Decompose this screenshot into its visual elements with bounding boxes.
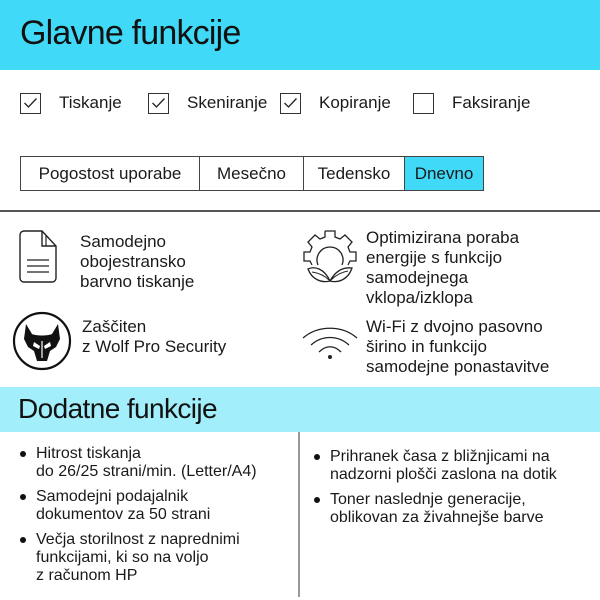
function-scanning [148,88,267,118]
feature-text [82,317,226,371]
list-item-line: z računom HP [36,567,138,584]
list-item-line: Samodejni podajalnik [36,488,189,505]
feature-line: Zaščiten [82,317,147,336]
function-label: Tiskanje [59,93,122,112]
checkbox-faxing [413,93,434,114]
list-item [18,531,293,585]
usage-frequency-label: Pogostost uporabe [21,157,200,190]
function-printing [20,88,122,118]
feature-energy-optimization [302,228,519,308]
document-icon [18,230,58,285]
usage-frequency-table [20,156,484,191]
wolf-security-icon [12,311,72,371]
feature-line: energije s funkcijo [366,248,503,267]
feature-text [366,317,549,377]
wifi-icon [300,321,360,361]
list-item-line: Večja storilnost z naprednimi [36,531,240,548]
column-divider [298,432,300,597]
section-divider [0,210,600,212]
frequency-weekly: Tedensko [304,157,405,190]
additional-features-title: Dodatne funkcije [18,393,217,424]
list-item [312,491,597,527]
function-label: Skeniranje [187,93,268,112]
feature-text [80,232,194,292]
list-item-line: funkcijami, ki so na voljo [36,549,209,566]
feature-line: z Wolf Pro Security [82,337,227,356]
checkbox-copying [280,93,301,114]
function-faxing [413,88,530,118]
frequency-daily-selected: Dnevno [405,157,483,190]
checkmark-icon [151,97,166,109]
list-item [312,448,597,484]
list-item [18,445,293,481]
feature-line: barvno tiskanje [80,272,195,291]
feature-line: samodejnega [366,268,469,287]
checkmark-icon [23,97,38,109]
feature-wolf-security [12,311,226,371]
checkmark-icon [283,97,298,109]
main-features-header [0,0,600,70]
function-checklist [0,88,600,118]
list-item-line: Prihranek časa z bližnjicami na [330,448,550,465]
feature-line: vklopa/izklopa [366,288,473,307]
feature-line: Wi-Fi z dvojno pasovno [366,317,543,336]
feature-line: samodejne ponastavitve [366,357,550,376]
function-copying [280,88,391,118]
feature-line: Optimizirana poraba [366,228,520,247]
additional-features-header [0,387,600,432]
list-item-line: oblikovan za živahnejše barve [330,509,544,526]
feature-line: Samodejno [80,232,167,251]
eco-gear-icon [302,228,358,284]
feature-duplex-printing [18,228,194,292]
main-features-title: Glavne funkcije [20,14,241,52]
list-item-line: Hitrost tiskanja [36,445,141,462]
feature-text [366,228,519,308]
list-item-line: do 26/25 strani/min. (Letter/A4) [36,463,257,480]
list-item-line: nadzorni plošči zaslona na dotik [330,466,557,483]
additional-features-left-list [18,445,293,592]
checkbox-scanning [148,93,169,114]
list-item-line: Toner naslednje generacije, [330,491,526,508]
feature-wifi [300,317,549,377]
list-item-line: dokumentov za 50 strani [36,506,211,523]
list-item [18,488,293,524]
function-label: Kopiranje [319,93,391,112]
frequency-monthly: Mesečno [200,157,304,190]
checkbox-printing [20,93,41,114]
feature-line: širino in funkcijo [366,337,487,356]
additional-features-right-list [312,448,597,534]
function-label: Faksiranje [452,93,531,112]
feature-line: obojestransko [80,252,186,271]
